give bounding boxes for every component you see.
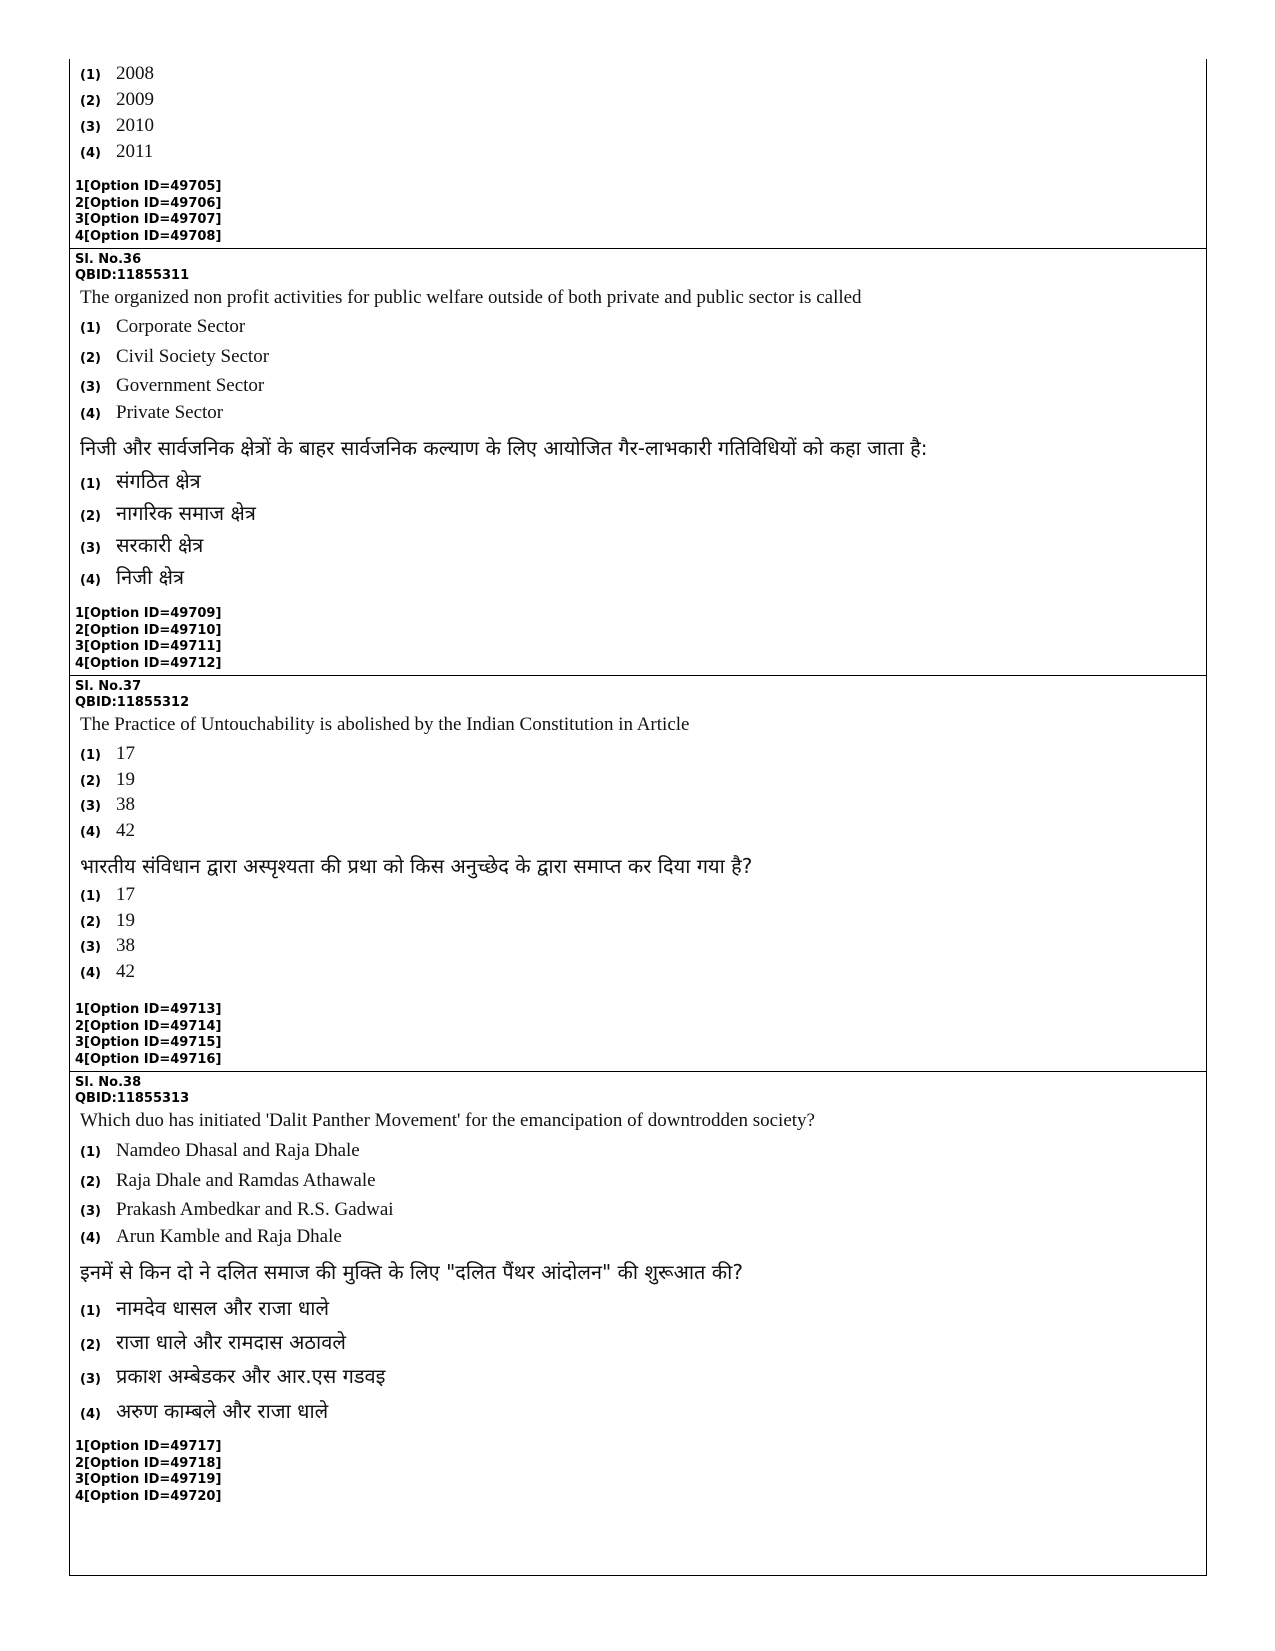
- option-4: (4) 42: [80, 820, 135, 841]
- option-4: (4) 2011: [80, 141, 154, 162]
- option-1-hindi: (1) नामदेव धासल और राजा धाले: [80, 1296, 330, 1320]
- option-3-hindi: (3) प्रकाश अम्बेडकर और आर.एस गडवइ: [80, 1364, 386, 1388]
- option-3: (3) 38: [80, 794, 135, 815]
- option-4-hindi: (4) 42: [80, 961, 135, 982]
- option-3-hindi: (3) सरकारी क्षेत्र: [80, 533, 204, 557]
- option-4-hindi: (4) निजी क्षेत्र: [80, 565, 185, 589]
- question-text-hindi: भारतीय संविधान द्वारा अस्पृश्यता की प्रथा को किस अनुच्छेद के द्वारा समाप्त कर दिया गया है?: [80, 854, 753, 878]
- option-4: (4) Private Sector: [80, 402, 224, 423]
- question-paper-frame: [69, 59, 1207, 1576]
- qbid: QBID:11855313: [75, 1091, 190, 1106]
- serial-number: Sl. No.36: [75, 252, 142, 267]
- question-text-english: The Practice of Untouchability is abolished by the Indian Constitution in Article: [80, 714, 690, 735]
- option-id-list: 1[Option ID=49709] 2[Option ID=49710] 3[Option ID=49711] 4[Option ID=49712]: [75, 606, 222, 671]
- option-3: (3) 2010: [80, 115, 154, 136]
- option-3: (3) Government Sector: [80, 375, 265, 396]
- option-4-hindi: (4) अरुण काम्बले और राजा धाले: [80, 1399, 329, 1423]
- question-text-hindi: इनमें से किन दो ने दलित समाज की मुक्ति के लिए "दलित पैंथर आंदोलन" की शुरूआत की?: [80, 1260, 743, 1284]
- option-2-hindi: (2) राजा धाले और रामदास अठावले: [80, 1330, 346, 1354]
- question-37: [70, 676, 1206, 1072]
- option-4: (4) Arun Kamble and Raja Dhale: [80, 1226, 342, 1247]
- option-2-hindi: (2) नागरिक समाज क्षेत्र: [80, 501, 256, 525]
- option-id-list: 1[Option ID=49713] 2[Option ID=49714] 3[Option ID=49715] 4[Option ID=49716]: [75, 1002, 222, 1067]
- option-3-hindi: (3) 38: [80, 935, 135, 956]
- option-2: (2) 2009: [80, 89, 154, 110]
- option-1: (1) 2008: [80, 63, 154, 84]
- option-1: (1) Namdeo Dhasal and Raja Dhale: [80, 1140, 360, 1161]
- question-38: [70, 1072, 1206, 1575]
- serial-number: Sl. No.37: [75, 679, 142, 694]
- option-2: (2) Raja Dhale and Ramdas Athawale: [80, 1170, 376, 1191]
- option-2-hindi: (2) 19: [80, 910, 135, 931]
- option-1: (1) Corporate Sector: [80, 316, 246, 337]
- option-1-hindi: (1) 17: [80, 884, 135, 905]
- option-id-list: 1[Option ID=49705] 2[Option ID=49706] 3[Option ID=49707] 4[Option ID=49708]: [75, 179, 222, 244]
- option-2: (2) 19: [80, 769, 135, 790]
- question-text-hindi: निजी और सार्वजनिक क्षेत्रों के बाहर सार्वजनिक कल्याण के लिए आयोजित गैर-लाभकारी गतिविधियों को कहा जाता है:: [80, 436, 928, 460]
- question-text-english: The organized non profit activities for public welfare outside of both private and public sector is called: [80, 287, 862, 308]
- question-35-tail: [70, 59, 1206, 249]
- qbid: QBID:11855312: [75, 695, 190, 710]
- question-36: [70, 249, 1206, 675]
- qbid: QBID:11855311: [75, 268, 190, 283]
- option-1: (1) 17: [80, 743, 135, 764]
- option-3: (3) Prakash Ambedkar and R.S. Gadwai: [80, 1199, 394, 1220]
- question-text-english: Which duo has initiated 'Dalit Panther Movement' for the emancipation of downtrodden society?: [80, 1110, 815, 1131]
- option-1-hindi: (1) संगठित क्षेत्र: [80, 469, 201, 493]
- serial-number: Sl. No.38: [75, 1075, 142, 1090]
- option-id-list: 1[Option ID=49717] 2[Option ID=49718] 3[Option ID=49719] 4[Option ID=49720]: [75, 1439, 222, 1504]
- option-2: (2) Civil Society Sector: [80, 346, 270, 367]
